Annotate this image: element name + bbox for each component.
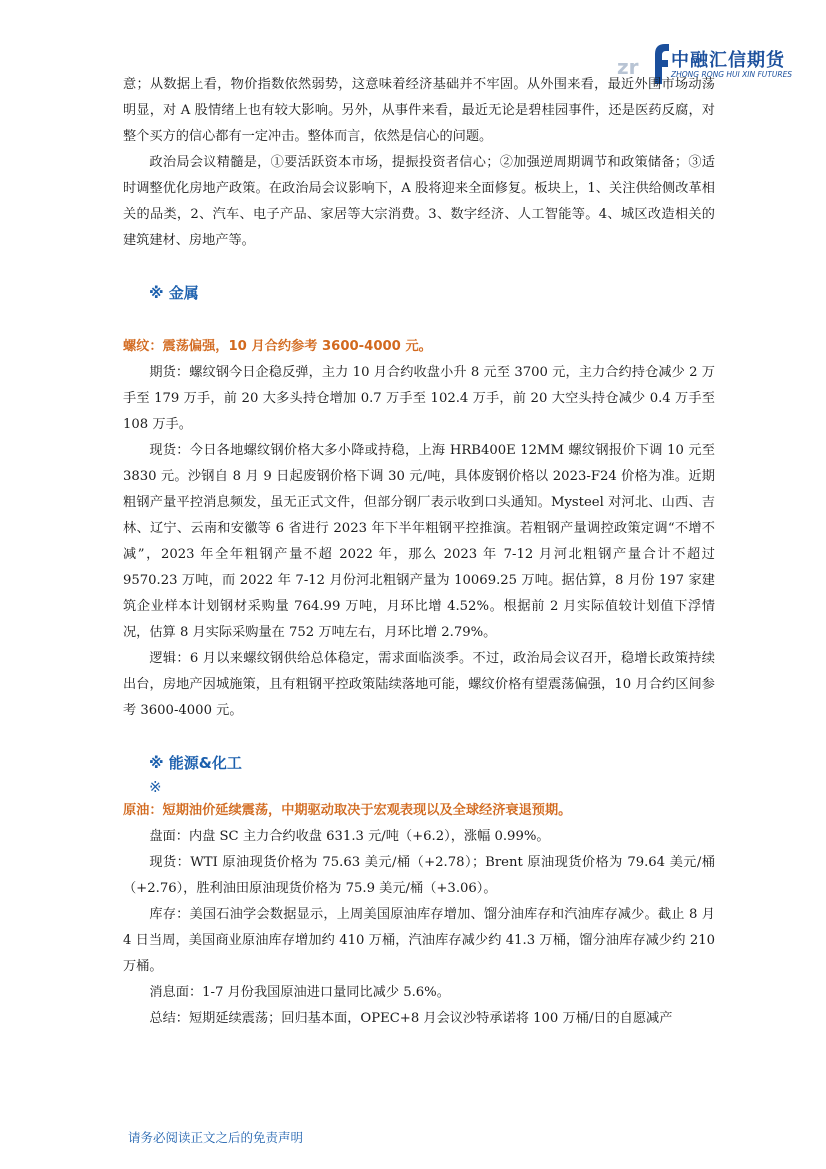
paragraph: 总结：短期延续震荡；回归基本面，OPEC+8 月会议沙特承诺将 100 万桶/日的自愿减产 — [149, 1011, 673, 1026]
paragraph: 库存：美国石油学会数据显示，上周美国原油库存增加、馏分油库存和汽油库存减少。截止 8 月 4 日当周，美国商业原油库存增加约 410 万桶，汽油库存减少约 41.3 万桶，馏分油库存减少约 210 万桶。 — [123, 907, 715, 974]
crude-oil-subheading: 原油：短期油价延续震荡，中期驱动取决于宏观表现以及全球经济衰退预期。 — [123, 803, 572, 818]
paragraph: 期货：螺纹钢今日企稳反弹，主力 10 月合约收盘小升 8 元至 3700 元，主力合约持仓减少 2 万手至 179 万手，前 20 大多头持仓增加 0.7 万手至 102.4 万手，前 20 大空头持仓减少 0.4 万手至 108 万手。 — [123, 365, 715, 432]
paragraph: 现货：今日各地螺纹钢价格大多小降或持稳，上海 HRB400E 12MM 螺纹钢报价下调 10 元至 3830 元。沙钢自 8 月 9 日起废钢价格下调 30 元/吨，具体废钢价格以 2023-F24 价格为准。近期粗钢产量平控消息频发，虽无正式文件，但部分钢厂表示收到口头通知。Mysteel 对河北、山西、吉林、辽宁、云南和安徽等 6 省进行 2023 年下半年粗钢平控推演。若粗钢产量调控政策定调“不增不减”，2023 年全年粗钢产量不超 2022 年，那么 2023 年 7-12 月河北粗钢产量合计不超过 9570.23 万吨，而 2022 年 7-12 月份河北粗钢产量为 10069.25 万吨。据估算，8 月份 197 家建筑企业样本计划钢材采购量 764.99 万吨，月环比增 4.52%。根据前 2 月实际值较计划值下浮情况，估算 8 月实际采购量在 752 万吨左右，月环比增 2.79%。 — [123, 443, 715, 640]
paragraph: 逻辑：6 月以来螺纹钢供给总体稳定，需求面临淡季。不过，政治局会议召开，稳增长政策持续出台，房地产因城施策，且有粗钢平控政策陆续落地可能，螺纹价格有望震荡偏强，10 月合约区间参考 3600-4000 元。 — [123, 651, 715, 718]
paragraph: 消息面：1-7 月份我国原油进口量同比减少 5.6%。 — [149, 985, 450, 1000]
section-mark: ※ — [149, 778, 162, 796]
paragraph: 现货：WTI 原油现货价格为 75.63 美元/桶（+2.78）；Brent 原油现货价格为 79.64 美元/桶（+2.76），胜利油田原油现货价格为 75.9 美元/桶（+3.06）。 — [123, 855, 715, 896]
paragraph: 盘面：内盘 SC 主力合约收盘 631.3 元/吨（+6.2），涨幅 0.99%。 — [149, 829, 550, 844]
svg-text:zr: zr — [617, 55, 639, 79]
paragraph: 政治局会议精髓是，①要活跃资本市场，提振投资者信心；②加强逆周期调节和政策储备；③适时调整优化房地产政策。在政治局会议影响下，A 股将迎来全面修复。板块上，1、关注供给侧改革相关的品类，2、汽车、电子产品、家居等大宗消费。3、数字经济、人工智能等。4、城区改造相关的建筑建材、房地产等。 — [123, 155, 715, 248]
document-body — [123, 72, 715, 1032]
logo-name-cn: 中融汇信期货 — [671, 50, 785, 71]
logo-name-en: ZHONG RONG HUI XIN FUTURES — [671, 70, 793, 79]
rebar-subheading: 螺纹：震荡偏强，10 月合约参考 3600-4000 元。 — [123, 339, 432, 354]
section-title-metal: ※ 金属 — [149, 284, 199, 302]
paragraph: 意；从数据上看，物价指数依然弱势，这意味着经济基础并不牢固。从外围来看，最近外围市场动荡明显，对 A 股情绪上也有较大影响。另外，从事件来看，最近无论是碧桂园事件，还是医药反腐，对整个买方的信心都有一定冲击。整体而言，依然是信心的问题。 — [123, 77, 715, 144]
disclaimer-footer: 请务必阅读正文之后的免责声明 — [128, 1130, 304, 1145]
section-title-energy: ※ 能源&化工 — [149, 754, 242, 772]
